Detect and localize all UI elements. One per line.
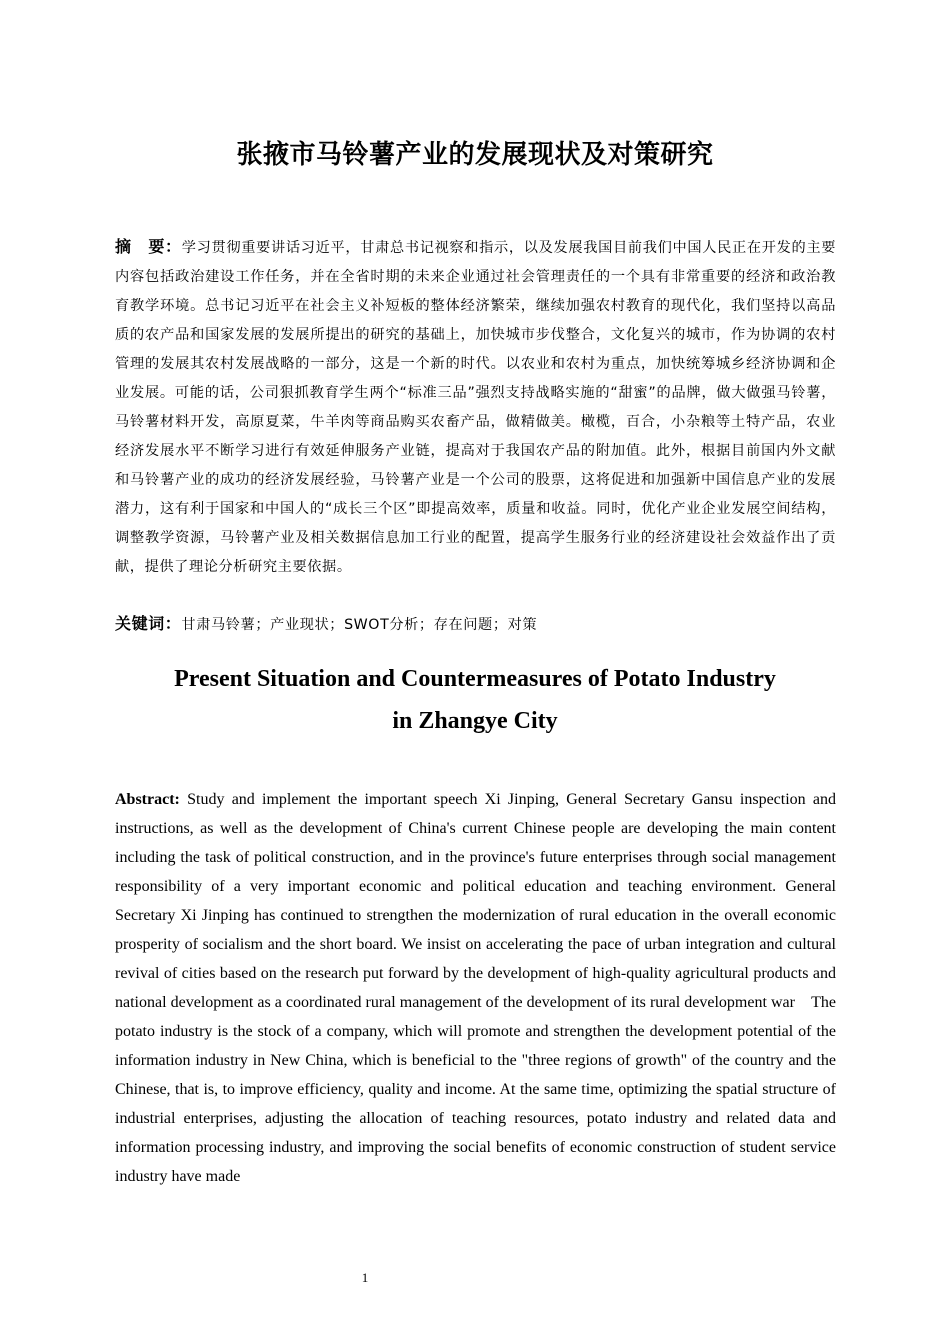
english-abstract [115, 785, 836, 1191]
chinese-abstract [115, 232, 836, 582]
page-number: 1 [361, 1270, 369, 1285]
chinese-title: 张掖市马铃薯产业的发展现状及对策研究 [236, 140, 714, 170]
chinese-abstract-text: 学习贯彻重要讲话习近平，甘肃总书记视察和指示，以及发展我国目前我们中国人民正在开发的主要内容包括政治建设工作任务，并在全省时期的未来企业通过社会管理责任的一个具有非常重要的经济和政治教育教学环境。总书记习近平在社会主义补短板的整体经济繁荣，继续加强农村教育的现代化，我们坚持以高品质的农产品和国家发展的发展所提出的研究的基础上，加快城市步伐整合，文化复兴的城市，作为协调的农村管理的发展其农村发展战略的一部分，这是一个新的时代。以农业和农村为重点，加快统筹城乡经济协调和企业发展。可能的话，公司狠抓教育学生两个“标准三品”强烈支持战略实施的“甜蜜”的品牌，做大做强马铃薯，马铃薯材料开发，高原夏菜，牛羊肉等商品购买农畜产品，做精做美。橄榄，百合，小杂粮等土特产品，农业经济发展水平不断学习进行有效延伸服务产业链，提高对于我国农产品的附加值。此外，根据目前国内外文献和马铃薯产业的成功的经济发展经验，马铃薯产业是一个公司的股票，这将促进和加强新中国信息产业的发展潜力，这有利于国家和中国人的“成长三个区”即提高效率，质量和收益。同时，优化产业企业发展空间结构，调整教学资源，马铃薯产业及相关数据信息加工行业的配置，提高学生服务行业的经济建设社会效益作出了贡献，提供了理论分析研究主要依据。 [115, 240, 837, 575]
chinese-keywords [115, 609, 836, 640]
chinese-keywords-text: 甘肃马铃薯；产业现状；SWOT分析；存在问题；对策 [181, 617, 538, 633]
chinese-abstract-label: 摘 要： [115, 237, 182, 256]
chinese-keywords-label: 关键词： [115, 614, 182, 633]
english-title-line-1: Present Situation and Countermeasures of Potato Industry [174, 666, 776, 692]
english-title [0, 658, 950, 742]
english-abstract-label: Abstract: [115, 791, 180, 808]
english-title-line-2: in Zhangye City [392, 708, 558, 734]
english-abstract-text: Study and implement the important speech Xi Jinping, General Secretary Gansu inspection and instructions, as well as the development of China's current Chinese people are developing the main content including the task of political construction, and in the province's future enterprises through social management responsibility of a very important economic and political education and teaching environment. General Secretary Xi Jinping has continued to strengthen the modernization of rural education in the overall economic prosperity of socialism and the short board. We insist on accelerating the pace of urban integration and cultural revival of cities based on the research put forward by the development of high-quality agricultural products and national development as a coordinated rural management of the development of its rural development war The potato industry is the stock of a company, which will promote and strengthen the development potential of the information industry in New China, which is beneficial to the "three regions of growth" of the country and the Chinese, that is, to improve efficiency, quality and income. At the same time, optimizing the spatial structure of industrial enterprises, adjusting the allocation of teaching resources, potato industry and related data and information processing industry, and improving the social benefits of economic construction of student service industry have made [115, 791, 836, 1185]
